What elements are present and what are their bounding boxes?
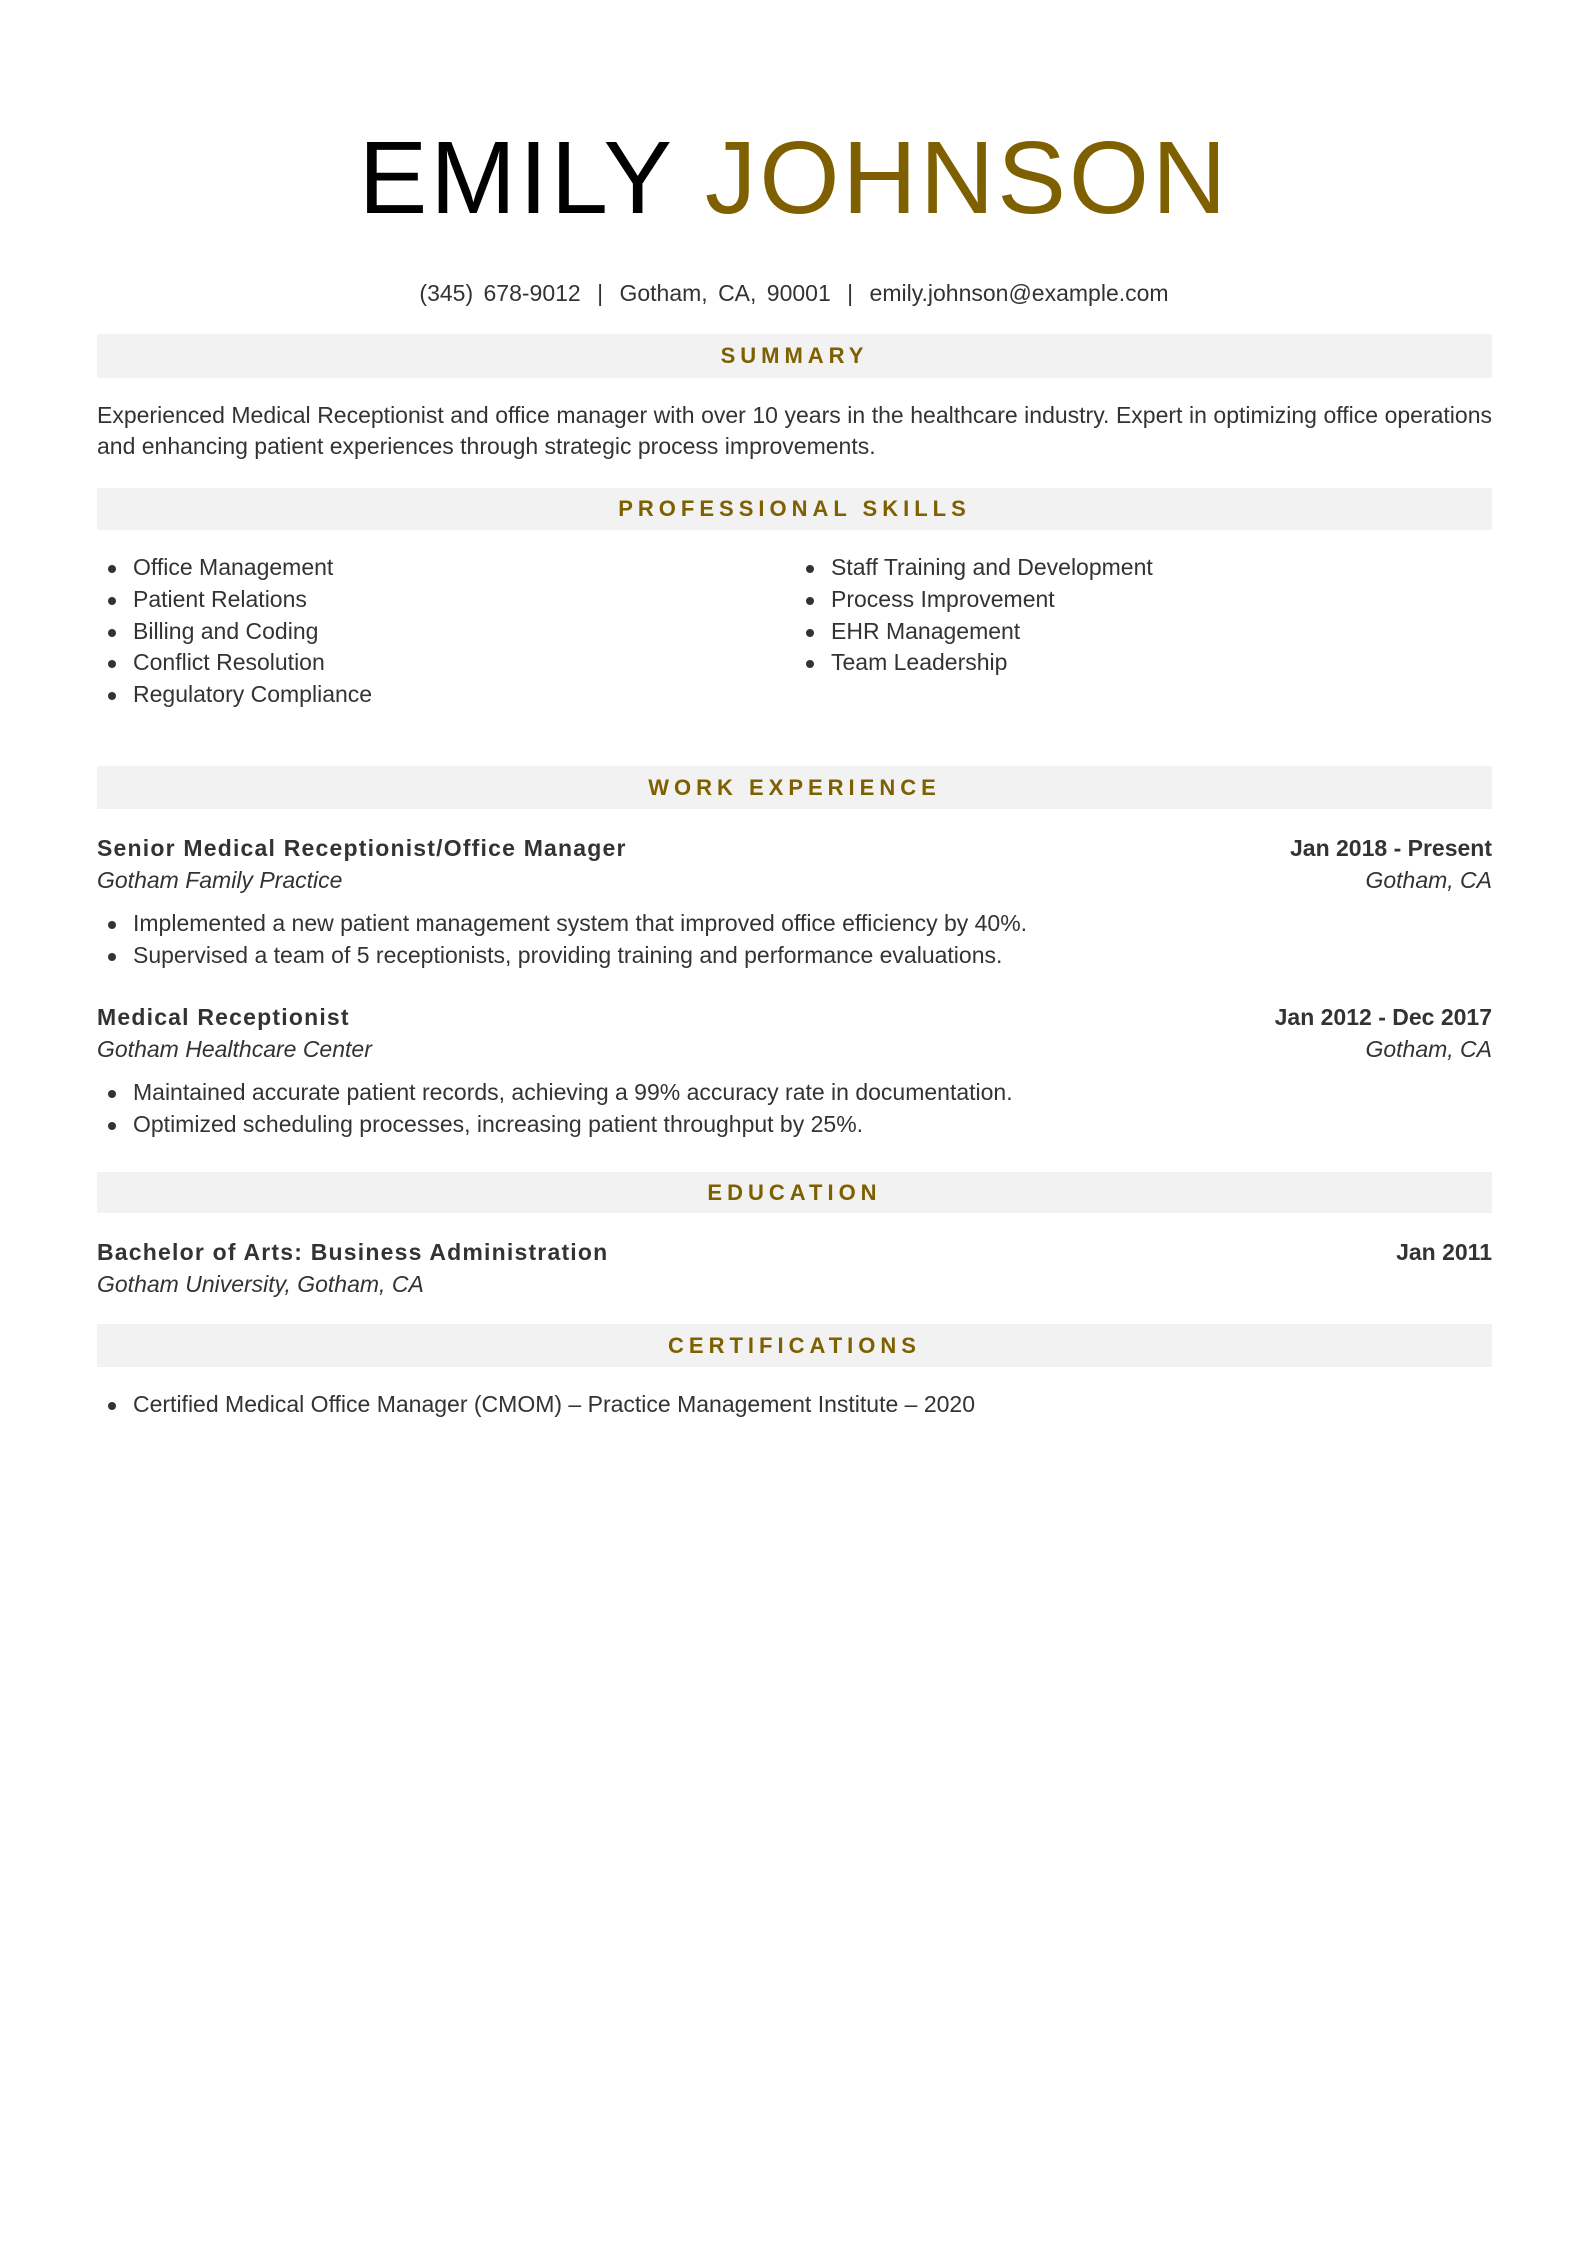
job-bullets [97, 908, 1027, 972]
section-title: WORK EXPERIENCE [648, 775, 941, 800]
skill-item: Patient Relations [97, 584, 372, 616]
section-title: CERTIFICATIONS [668, 1333, 921, 1358]
job-title: Senior Medical Receptionist/Office Manager [97, 835, 627, 861]
skill-item: Regulatory Compliance [97, 679, 372, 711]
certification-list [97, 1389, 975, 1421]
job-company: Gotham Family Practice [97, 867, 343, 893]
job-company-row [97, 1033, 1492, 1065]
section-title: EDUCATION [707, 1180, 882, 1205]
degree-row [97, 1236, 1492, 1268]
first-name: EMILY [358, 120, 674, 235]
school: Gotham University, Gotham, CA [97, 1271, 424, 1297]
summary-text: Experienced Medical Receptionist and office manager with over 10 years in the healthcare industry. Expert in optimizing office operations and enhancing patient experiences through strategic process improvements. [97, 402, 1492, 459]
candidate-name [0, 118, 1588, 238]
job-location: Gotham, CA [1365, 867, 1492, 893]
location: Gotham, CA, 90001 [619, 280, 831, 306]
skills-column-2 [795, 552, 1153, 679]
separator: | [597, 280, 604, 306]
skill-item: Billing and Coding [97, 616, 372, 648]
section-header-skills [97, 488, 1492, 530]
job-company-row [97, 864, 1492, 896]
contact-line [0, 278, 1588, 308]
skills-column-1 [97, 552, 372, 711]
section-header-education [97, 1172, 1492, 1213]
skill-item: Team Leadership [795, 647, 1153, 679]
skill-item: Conflict Resolution [97, 647, 372, 679]
section-title: SUMMARY [720, 343, 869, 368]
job-bullets [97, 1077, 1013, 1141]
skill-item: Office Management [97, 552, 372, 584]
job-bullet: Implemented a new patient management system that improved office efficiency by 40%. [97, 908, 1027, 940]
job-title-row [97, 1001, 1492, 1033]
skill-item: EHR Management [795, 616, 1153, 648]
job-location: Gotham, CA [1365, 1036, 1492, 1062]
job-bullet: Optimized scheduling processes, increasing patient throughput by 25%. [97, 1109, 1013, 1141]
school-row [97, 1268, 1492, 1300]
certification-item: Certified Medical Office Manager (CMOM) – Practice Management Institute – 2020 [97, 1389, 975, 1421]
section-header-certifications [97, 1324, 1492, 1367]
job-bullet: Supervised a team of 5 receptionists, providing training and performance evaluations. [97, 940, 1027, 972]
skill-item: Staff Training and Development [795, 552, 1153, 584]
degree: Bachelor of Arts: Business Administration [97, 1239, 609, 1265]
separator: | [847, 280, 854, 306]
graduation-date: Jan 2011 [1396, 1239, 1492, 1265]
job-dates: Jan 2012 - Dec 2017 [1274, 1004, 1492, 1030]
job-company: Gotham Healthcare Center [97, 1036, 372, 1062]
email: emily.johnson@example.com [869, 280, 1169, 306]
skill-item: Process Improvement [795, 584, 1153, 616]
job-bullet: Maintained accurate patient records, achieving a 99% accuracy rate in documentation. [97, 1077, 1013, 1109]
job-title-row [97, 832, 1492, 864]
job-dates: Jan 2018 - Present [1289, 835, 1492, 861]
section-header-experience [97, 766, 1492, 809]
job-title: Medical Receptionist [97, 1004, 350, 1030]
section-title: PROFESSIONAL SKILLS [618, 496, 971, 521]
phone: (345) 678-9012 [419, 280, 581, 306]
section-header-summary [97, 334, 1492, 378]
last-name: JOHNSON [704, 120, 1230, 235]
